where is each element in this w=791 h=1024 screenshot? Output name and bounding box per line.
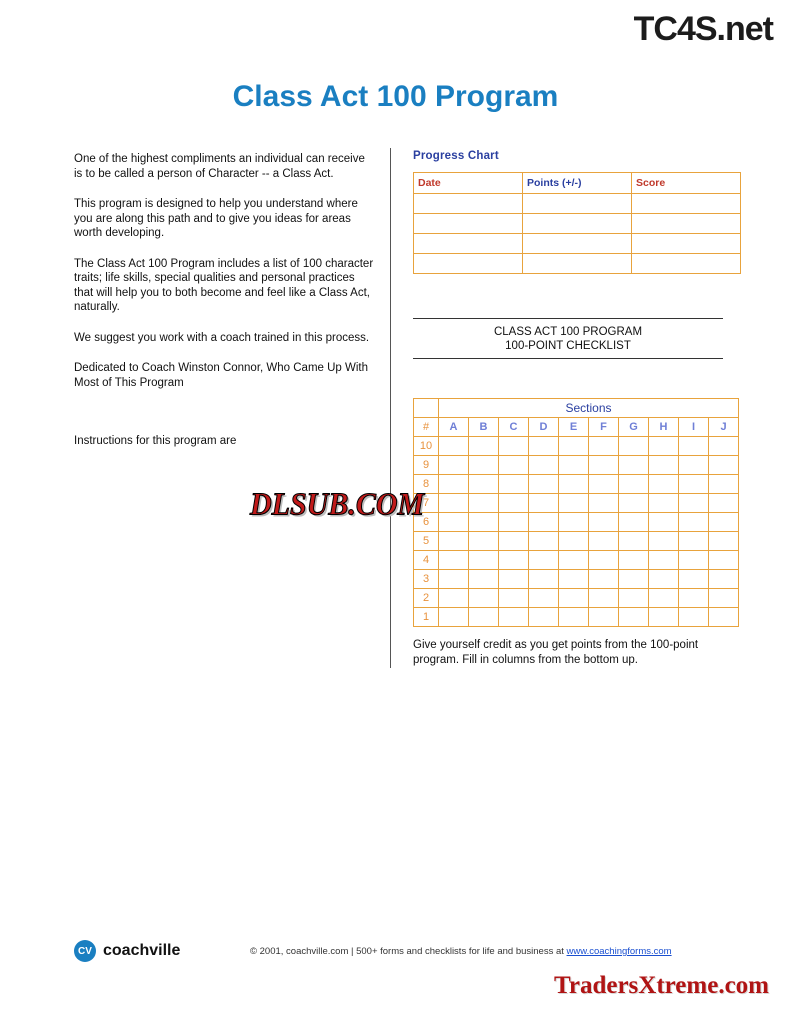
grid-cell[interactable] — [619, 475, 649, 494]
grid-cell[interactable] — [649, 608, 679, 627]
grid-cell[interactable] — [439, 551, 469, 570]
grid-row-label: 4 — [414, 551, 439, 570]
grid-cell[interactable] — [469, 532, 499, 551]
grid-col-i: I — [679, 418, 709, 437]
intro-paragraph-4: We suggest you work with a coach trained in this process. — [74, 331, 370, 344]
intro-paragraph-3: The Class Act 100 Program includes a list of 100 character traits; life skills, special qualities and personal practices that will help you to both become and feel like a Class Act, naturally. — [74, 257, 374, 313]
grid-cell[interactable] — [679, 456, 709, 475]
intro-text-column — [74, 152, 374, 465]
sections-grid-wrapper — [413, 398, 739, 627]
grid-row-label: 8 — [414, 475, 439, 494]
grid-cell[interactable] — [499, 475, 529, 494]
cell-points[interactable] — [523, 254, 632, 274]
cell-points[interactable] — [523, 214, 632, 234]
grid-col-h: H — [649, 418, 679, 437]
coachingforms-link[interactable]: www.coachingforms.com — [566, 946, 672, 957]
grid-cell[interactable] — [469, 570, 499, 589]
table-row[interactable] — [414, 254, 741, 274]
grid-cell[interactable] — [469, 513, 499, 532]
grid-cell[interactable] — [709, 532, 739, 551]
grid-cell[interactable] — [439, 589, 469, 608]
grid-col-c: C — [499, 418, 529, 437]
grid-cell[interactable] — [709, 608, 739, 627]
grid-cell[interactable] — [529, 456, 559, 475]
grid-cell[interactable] — [709, 475, 739, 494]
grid-cell[interactable] — [529, 494, 559, 513]
grid-cell[interactable] — [649, 494, 679, 513]
grid-cell[interactable] — [679, 475, 709, 494]
intro-paragraph-1: One of the highest compliments an individual can receive is to be called a person of Character -- a Class Act. — [74, 153, 365, 180]
grid-cell[interactable] — [619, 570, 649, 589]
dedication-paragraph: Dedicated to Coach Winston Connor, Who Came Up With Most of This Program — [74, 362, 369, 389]
column-header-score: Score — [632, 173, 741, 194]
cell-date[interactable] — [414, 234, 523, 254]
grid-cell[interactable] — [679, 494, 709, 513]
grid-row — [414, 608, 739, 627]
grid-cell[interactable] — [469, 589, 499, 608]
copyright-line — [250, 946, 672, 957]
grid-sections-header-row — [414, 399, 739, 418]
grid-row — [414, 551, 739, 570]
grid-column-header-row — [414, 418, 739, 437]
coachville-wordmark: coachville — [103, 942, 181, 959]
table-row[interactable] — [414, 234, 741, 254]
grid-cell[interactable] — [649, 570, 679, 589]
grid-row-label: 7 — [414, 494, 439, 513]
grid-col-b: B — [469, 418, 499, 437]
grid-cell[interactable] — [559, 608, 589, 627]
grid-cell[interactable] — [709, 570, 739, 589]
grid-cell[interactable] — [589, 589, 619, 608]
cell-points[interactable] — [523, 194, 632, 214]
grid-cell[interactable] — [469, 494, 499, 513]
grid-cell[interactable] — [499, 513, 529, 532]
grid-sections-header: Sections — [439, 399, 739, 418]
page-title: Class Act 100 Program — [232, 80, 559, 113]
grid-col-f: F — [589, 418, 619, 437]
grid-cell[interactable] — [709, 513, 739, 532]
grid-cell[interactable] — [649, 532, 679, 551]
progress-chart-column — [413, 150, 743, 274]
grid-col-g: G — [619, 418, 649, 437]
grid-row — [414, 475, 739, 494]
grid-cell[interactable] — [499, 456, 529, 475]
grid-cell[interactable] — [679, 570, 709, 589]
grid-cell[interactable] — [679, 532, 709, 551]
grid-cell[interactable] — [499, 532, 529, 551]
cell-date[interactable] — [414, 194, 523, 214]
cell-date[interactable] — [414, 254, 523, 274]
instructions-line: Instructions for this program are — [74, 435, 237, 447]
grid-cell[interactable] — [649, 475, 679, 494]
grid-cell[interactable] — [709, 551, 739, 570]
grid-cell[interactable] — [589, 456, 619, 475]
grid-cell[interactable] — [589, 475, 619, 494]
grid-cell[interactable] — [529, 551, 559, 570]
grid-cell[interactable] — [589, 494, 619, 513]
progress-chart-heading: Progress Chart — [413, 150, 499, 162]
cell-date[interactable] — [414, 214, 523, 234]
cell-score[interactable] — [632, 234, 741, 254]
grid-cell[interactable] — [589, 570, 619, 589]
grid-cell[interactable] — [709, 494, 739, 513]
grid-cell[interactable] — [499, 494, 529, 513]
grid-row — [414, 589, 739, 608]
cell-points[interactable] — [523, 234, 632, 254]
grid-cell[interactable] — [439, 475, 469, 494]
grid-cell[interactable] — [589, 551, 619, 570]
grid-cell[interactable] — [559, 532, 589, 551]
grid-row-label: 6 — [414, 513, 439, 532]
grid-cell[interactable] — [649, 437, 679, 456]
grid-cell[interactable] — [649, 513, 679, 532]
grid-cell[interactable] — [649, 456, 679, 475]
checklist-caption — [413, 318, 723, 359]
grid-row-label: 1 — [414, 608, 439, 627]
grid-row-label: 2 — [414, 589, 439, 608]
grid-cell[interactable] — [529, 589, 559, 608]
cell-score[interactable] — [632, 214, 741, 234]
watermark-dlsub: DLSUB.COM — [250, 487, 425, 522]
grid-cell[interactable] — [559, 494, 589, 513]
grid-cell[interactable] — [679, 551, 709, 570]
checklist-caption-line1: CLASS ACT 100 PROGRAM — [493, 326, 643, 338]
grid-cell[interactable] — [709, 589, 739, 608]
grid-col-e: E — [559, 418, 589, 437]
grid-cell[interactable] — [529, 513, 559, 532]
grid-cell[interactable] — [559, 551, 589, 570]
grid-row — [414, 513, 739, 532]
checklist-caption-line2: 100-POINT CHECKLIST — [505, 340, 631, 352]
grid-cell[interactable] — [619, 608, 649, 627]
grid-cell[interactable] — [469, 456, 499, 475]
grid-cell[interactable] — [499, 551, 529, 570]
table-header-row — [414, 173, 741, 194]
grid-row-label: 9 — [414, 456, 439, 475]
cv-badge-icon: CV — [74, 940, 96, 962]
grid-cell[interactable] — [439, 437, 469, 456]
grid-instruction-note: Give yourself credit as you get points from the 100-point program. Fill in columns from the bottom up. — [413, 639, 699, 666]
grid-cell[interactable] — [619, 456, 649, 475]
grid-cell[interactable] — [589, 532, 619, 551]
grid-cell[interactable] — [619, 551, 649, 570]
grid-row-label: 5 — [414, 532, 439, 551]
grid-hash-label: # — [414, 418, 439, 437]
table-row[interactable] — [414, 194, 741, 214]
cell-score[interactable] — [632, 194, 741, 214]
grid-cell[interactable] — [529, 608, 559, 627]
grid-row-label: 3 — [414, 570, 439, 589]
grid-cell[interactable] — [619, 513, 649, 532]
grid-row — [414, 437, 739, 456]
grid-row — [414, 456, 739, 475]
watermark-tc4s: TC4S.net — [633, 10, 773, 48]
watermark-tradersxtreme: TradersXtreme.com — [554, 972, 769, 999]
grid-cell[interactable] — [439, 494, 469, 513]
grid-row — [414, 532, 739, 551]
grid-row — [414, 494, 739, 513]
grid-cell[interactable] — [589, 513, 619, 532]
grid-cell[interactable] — [469, 437, 499, 456]
grid-cell[interactable] — [619, 532, 649, 551]
grid-cell[interactable] — [439, 570, 469, 589]
copyright-text: © 2001, coachville.com | 500+ forms and checklists for life and business at — [250, 946, 567, 957]
grid-cell[interactable] — [439, 532, 469, 551]
grid-cell[interactable] — [469, 608, 499, 627]
intro-paragraph-2: This program is designed to help you understand where you are along this path and to give you ideas for areas worth developing. — [74, 198, 358, 239]
grid-cell[interactable] — [709, 437, 739, 456]
grid-cell[interactable] — [439, 608, 469, 627]
grid-cell[interactable] — [649, 551, 679, 570]
grid-cell[interactable] — [499, 608, 529, 627]
grid-col-j: J — [709, 418, 739, 437]
grid-cell[interactable] — [559, 456, 589, 475]
table-row[interactable] — [414, 214, 741, 234]
grid-cell[interactable] — [679, 608, 709, 627]
grid-cell[interactable] — [559, 437, 589, 456]
grid-cell[interactable] — [619, 437, 649, 456]
grid-cell[interactable] — [709, 456, 739, 475]
grid-cell[interactable] — [559, 589, 589, 608]
grid-cell[interactable] — [529, 532, 559, 551]
grid-cell[interactable] — [469, 551, 499, 570]
coachville-logo — [74, 940, 180, 962]
sections-grid-table — [413, 398, 739, 627]
grid-cell[interactable] — [559, 513, 589, 532]
cell-score[interactable] — [632, 254, 741, 274]
grid-row — [414, 570, 739, 589]
grid-cell[interactable] — [439, 456, 469, 475]
grid-cell[interactable] — [559, 475, 589, 494]
grid-cell[interactable] — [649, 589, 679, 608]
grid-cell[interactable] — [499, 570, 529, 589]
grid-corner-blank — [414, 399, 439, 418]
grid-cell[interactable] — [589, 608, 619, 627]
grid-cell[interactable] — [529, 475, 559, 494]
grid-cell[interactable] — [619, 589, 649, 608]
column-header-date: Date — [414, 173, 523, 194]
progress-chart-table — [413, 172, 741, 274]
column-header-points: Points (+/-) — [523, 173, 632, 194]
column-divider — [390, 148, 391, 668]
grid-row-label: 10 — [414, 437, 439, 456]
grid-cell[interactable] — [679, 589, 709, 608]
grid-cell[interactable] — [589, 437, 619, 456]
grid-col-d: D — [529, 418, 559, 437]
grid-cell[interactable] — [529, 437, 559, 456]
grid-cell[interactable] — [679, 437, 709, 456]
grid-cell[interactable] — [499, 589, 529, 608]
grid-col-a: A — [439, 418, 469, 437]
grid-cell[interactable] — [679, 513, 709, 532]
grid-cell[interactable] — [559, 570, 589, 589]
grid-cell[interactable] — [499, 437, 529, 456]
grid-cell[interactable] — [619, 494, 649, 513]
grid-cell[interactable] — [469, 475, 499, 494]
grid-cell[interactable] — [439, 513, 469, 532]
grid-cell[interactable] — [529, 570, 559, 589]
